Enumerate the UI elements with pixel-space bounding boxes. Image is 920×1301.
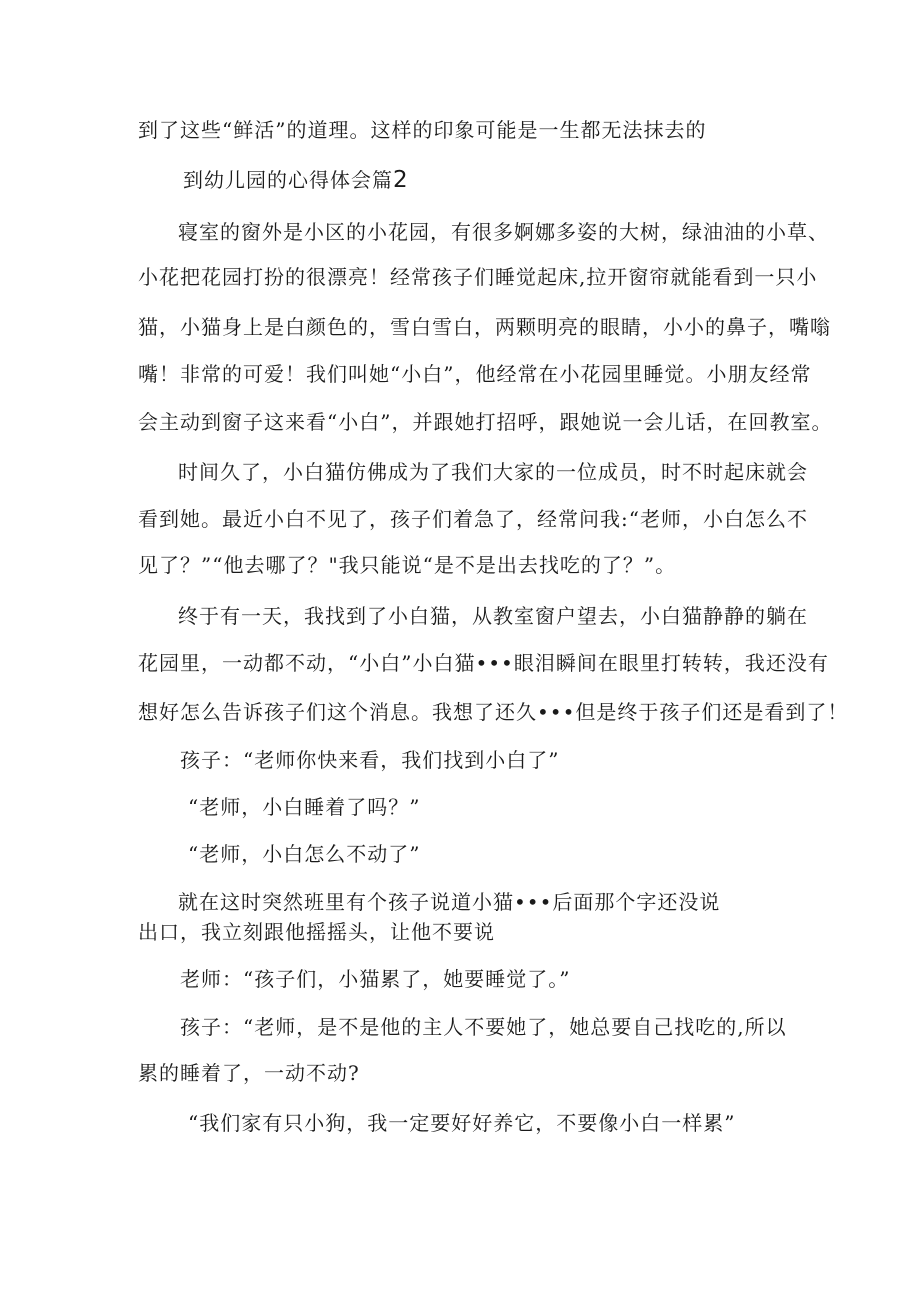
text-line-11: 花园里，一动都不动，“小白”小白猫•••眼泪瞬间在眼里打转转，我还没有 (138, 651, 829, 675)
section-heading (183, 168, 409, 192)
text-line-6: 会主动到窗子这来看“小白”，并跟她打招呼，跟她说一会儿话，在回教室。 (138, 410, 833, 434)
text-line-21: “我们家有只小狗，我一定要好好养它，不要像小白一样累” (188, 1111, 736, 1135)
text-line-3: 小花把花园打扮的很漂亮！经常孩子们睡觉起床,拉开窗帘就能看到一只小 (138, 265, 818, 289)
text-line-14: “老师，小白睡着了吗？” (188, 795, 421, 819)
text-line-18: 老师：“孩子们，小猫累了，她要睡觉了。” (180, 967, 571, 991)
text-line-5: 嘴！非常的可爱！我们叫她“小白”，他经常在小花园里睡觉。小朋友经常 (138, 362, 812, 386)
text-line-2: 寝室的窗外是小区的小花园，有很多婀娜多姿的大树，绿油油的小草、 (178, 220, 829, 244)
text-line-12: 想好怎么告诉孩子们这个消息。我想了还久•••但是终于孩子们还是看到了！ (138, 700, 849, 724)
text-line-7: 时间久了，小白猫仿佛成为了我们大家的一位成员，时不时起床就会 (178, 460, 808, 484)
text-line-9: 见了？”“他去哪了？"我只能说“是不是出去找吃的了？”。 (138, 553, 677, 577)
section-heading-text: 到幼儿园的心得体会篇 (183, 168, 393, 192)
text-line-20: 累的睡着了，一动不动? (138, 1061, 360, 1085)
text-line-15: “老师，小白怎么不动了” (188, 842, 421, 866)
text-line-13: 孩子：“老师你快来看，我们找到小白了” (180, 748, 560, 772)
text-line-17: 出口，我立刻跟他摇摇头，让他不要说 (138, 920, 495, 944)
text-line-8: 看到她。最近小白不见了，孩子们着急了，经常问我:“老师，小白怎么不 (138, 507, 808, 531)
text-line-1: 到了这些“鲜活”的道理。这样的印象可能是一生都无法抹去的 (138, 118, 707, 142)
text-line-10: 终于有一天，我找到了小白猫，从教室窗户望去，小白猫静静的躺在 (178, 604, 808, 628)
text-line-19: 孩子：“老师，是不是他的主人不要她了，她总要自己找吃的,所以 (180, 1015, 787, 1039)
text-line-16: 就在这时突然班里有个孩子说道小猫•••后面那个字还没说 (178, 890, 721, 914)
text-line-4: 猫，小猫身上是白颜色的，雪白雪白，两颗明亮的眼睛，小小的鼻子，嘴嗡 (138, 315, 831, 339)
section-heading-number: 2 (393, 167, 409, 193)
